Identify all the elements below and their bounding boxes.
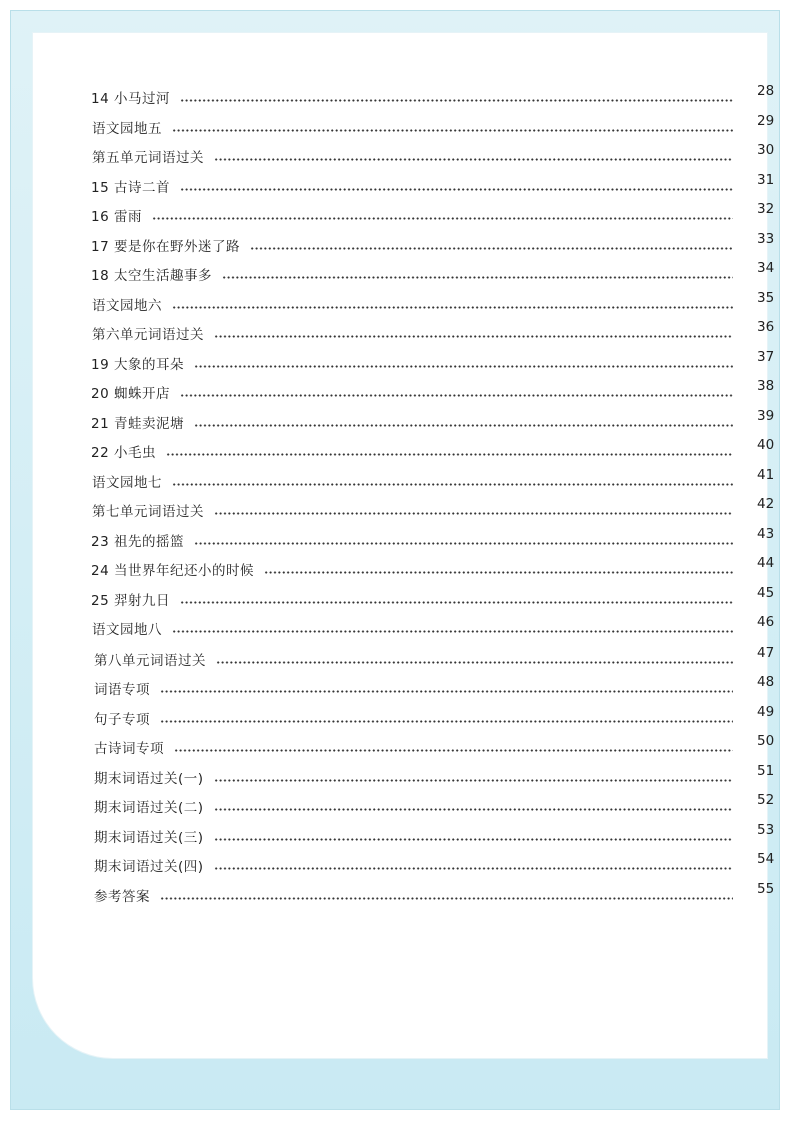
- toc-entry-page-number: 41: [757, 467, 775, 483]
- toc-entry-title: 期末词语过关(三): [94, 830, 204, 846]
- toc-entry-title: 第七单元词语过关: [92, 504, 204, 520]
- toc-entry-page-number: 54: [757, 851, 775, 867]
- toc-leader-dots: [194, 365, 733, 368]
- toc-entry[interactable]: [33, 260, 775, 288]
- toc-entry[interactable]: [33, 585, 775, 613]
- toc-entry-title: 20 蜘蛛开店: [91, 386, 170, 402]
- toc-entry-title: 19 大象的耳朵: [91, 357, 184, 373]
- toc-leader-dots: [160, 690, 733, 693]
- toc-entry-page-number: 55: [757, 881, 775, 897]
- toc-entry-title: 词语专项: [94, 682, 150, 698]
- toc-entry[interactable]: [33, 674, 775, 702]
- toc-entry-title: 语文园地七: [92, 475, 162, 491]
- toc-entry[interactable]: [33, 378, 775, 406]
- toc-entry[interactable]: [33, 467, 775, 495]
- toc-entry-title: 14 小马过河: [91, 91, 170, 107]
- toc-entry-page-number: 35: [757, 290, 775, 306]
- toc-entry[interactable]: [33, 201, 775, 229]
- toc-entry-page-number: 32: [757, 201, 775, 217]
- toc-entry-page-number: 49: [757, 704, 775, 720]
- toc-leader-dots: [214, 779, 733, 782]
- toc-entry[interactable]: [33, 614, 775, 642]
- toc-leader-dots: [174, 749, 733, 752]
- toc-entry-title: 语文园地八: [92, 622, 162, 638]
- toc-entry[interactable]: [33, 763, 775, 791]
- toc-sheet: [33, 33, 775, 1058]
- toc-entry[interactable]: [33, 231, 775, 259]
- toc-leader-dots: [152, 217, 733, 220]
- toc-entry-page-number: 43: [757, 526, 775, 542]
- toc-entry[interactable]: [33, 172, 775, 200]
- toc-entry-title: 15 古诗二首: [91, 180, 170, 196]
- toc-leader-dots: [264, 571, 733, 574]
- toc-leader-dots: [172, 483, 733, 486]
- toc-entry-title: 第六单元词语过关: [92, 327, 204, 343]
- toc-entry-page-number: 39: [757, 408, 775, 424]
- toc-entry-title: 22 小毛虫: [91, 445, 156, 461]
- toc-entry[interactable]: [33, 113, 775, 141]
- toc-entry-title: 期末词语过关(四): [94, 859, 204, 875]
- toc-entry-title: 24 当世界年纪还小的时候: [91, 563, 254, 579]
- toc-entry-title: 16 雷雨: [91, 209, 142, 225]
- toc-entry-page-number: 36: [757, 319, 775, 335]
- toc-entry-title: 23 祖先的摇篮: [91, 534, 184, 550]
- toc-entry-page-number: 37: [757, 349, 775, 365]
- toc-leader-dots: [214, 512, 733, 515]
- toc-leader-dots: [216, 661, 733, 664]
- toc-entry-title: 第五单元词语过关: [92, 150, 204, 166]
- toc-entry-page-number: 53: [757, 822, 775, 838]
- toc-entry-title: 语文园地五: [92, 121, 162, 137]
- toc-entry-page-number: 38: [757, 378, 775, 394]
- toc-entry-page-number: 30: [757, 142, 775, 158]
- toc-entry-title: 古诗词专项: [94, 741, 164, 757]
- toc-entry-title: 语文园地六: [92, 298, 162, 314]
- toc-entry-title: 18 太空生活趣事多: [91, 268, 212, 284]
- toc-leader-dots: [194, 542, 733, 545]
- toc-leader-dots: [214, 808, 733, 811]
- toc-entry-page-number: 40: [757, 437, 775, 453]
- toc-leader-dots: [180, 394, 733, 397]
- toc-entry[interactable]: [33, 290, 775, 318]
- toc-entry[interactable]: [33, 437, 775, 465]
- toc-entry[interactable]: [33, 526, 775, 554]
- toc-leader-dots: [180, 601, 733, 604]
- toc-leader-dots: [160, 897, 733, 900]
- toc-leader-dots: [214, 867, 733, 870]
- toc-leader-dots: [214, 158, 733, 161]
- toc-entry-title: 参考答案: [94, 889, 150, 905]
- toc-entry[interactable]: [33, 555, 775, 583]
- toc-entry-page-number: 29: [757, 113, 775, 129]
- toc-leader-dots: [194, 424, 733, 427]
- toc-leader-dots: [250, 247, 733, 250]
- toc-entry[interactable]: [33, 349, 775, 377]
- toc-entry-title: 期末词语过关(二): [94, 800, 204, 816]
- toc-leader-dots: [180, 99, 733, 102]
- toc-entry[interactable]: [33, 408, 775, 436]
- toc-entry-title: 期末词语过关(一): [94, 771, 204, 787]
- toc-entry-page-number: 28: [757, 83, 775, 99]
- toc-entry-page-number: 48: [757, 674, 775, 690]
- toc-entry[interactable]: [33, 704, 775, 732]
- toc-leader-dots: [214, 838, 733, 841]
- toc-entry-page-number: 33: [757, 231, 775, 247]
- toc-entry[interactable]: [33, 792, 775, 820]
- toc-entry[interactable]: [33, 881, 775, 909]
- toc-leader-dots: [214, 335, 733, 338]
- toc-leader-dots: [172, 306, 733, 309]
- toc-leader-dots: [172, 129, 733, 132]
- toc-entry[interactable]: [33, 733, 775, 761]
- toc-entry-page-number: 31: [757, 172, 775, 188]
- toc-entry[interactable]: [33, 319, 775, 347]
- toc-entry-title: 句子专项: [94, 712, 150, 728]
- toc-entry-title: 第八单元词语过关: [94, 653, 206, 669]
- toc-leader-dots: [180, 188, 733, 191]
- toc-entry[interactable]: [33, 83, 775, 111]
- toc-leader-dots: [222, 276, 733, 279]
- toc-entry-page-number: 51: [757, 763, 775, 779]
- toc-entry-page-number: 52: [757, 792, 775, 808]
- toc-leader-dots: [172, 630, 733, 633]
- page-border-frame: [10, 10, 780, 1110]
- toc-entry-title: 17 要是你在野外迷了路: [91, 239, 240, 255]
- toc-entry-page-number: 46: [757, 614, 775, 630]
- toc-entry-page-number: 50: [757, 733, 775, 749]
- toc-entry-page-number: 44: [757, 555, 775, 571]
- toc-entry-title: 21 青蛙卖泥塘: [91, 416, 184, 432]
- toc-entry[interactable]: [33, 851, 775, 879]
- toc-entry[interactable]: [33, 822, 775, 850]
- toc-entry-page-number: 45: [757, 585, 775, 601]
- toc-entry-title: 25 羿射九日: [91, 593, 170, 609]
- toc-entry-page-number: 34: [757, 260, 775, 276]
- toc-entry[interactable]: [33, 496, 775, 524]
- toc-entry-page-number: 42: [757, 496, 775, 512]
- toc-entry[interactable]: [33, 645, 775, 673]
- toc-entry[interactable]: [33, 142, 775, 170]
- toc-leader-dots: [166, 453, 733, 456]
- toc-entry-page-number: 47: [757, 645, 775, 661]
- toc-leader-dots: [160, 720, 733, 723]
